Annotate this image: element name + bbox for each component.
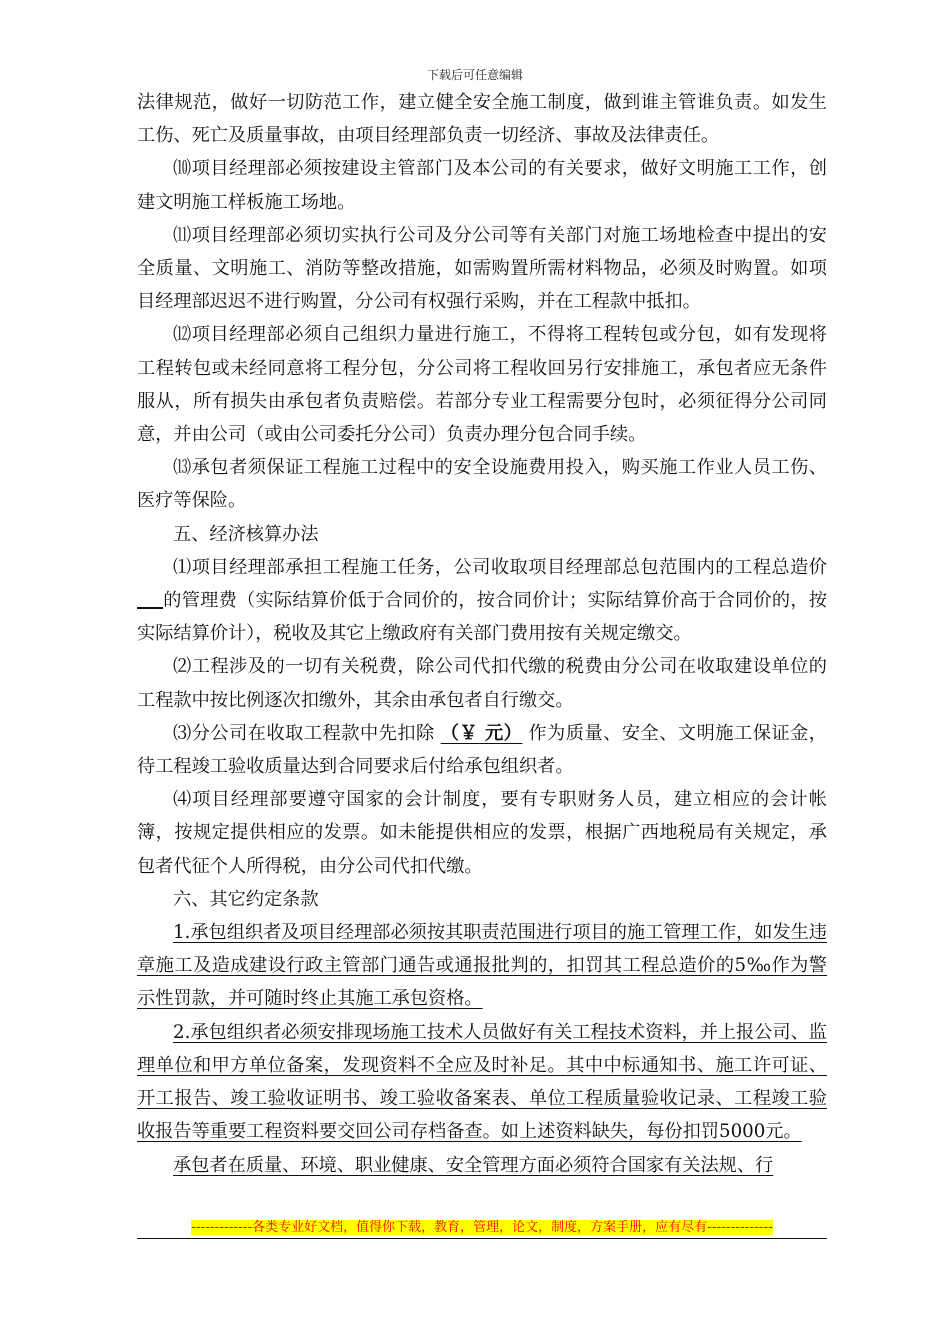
footer-divider [137,1238,827,1239]
paragraph-item-10: ⑽项目经理部必须按建设主管部门及本公司的有关要求，做好文明施工工作，创建文明施工样板施工场地。 [137,158,827,213]
paragraph-management-fee [137,551,827,651]
paragraph-item-13: ⒀承包者须保证工程施工过程中的安全设施费用投入，购买施工作业人员工伤、医疗等保险。 [137,457,827,512]
paragraph-accounting: ⑷项目经理部要遵守国家的会计制度，要有专职财务人员，建立相应的会计帐簿，按规定提供相应的发票。如未能提供相应的发票，根据广西地税局有关规定，承包者代征个人所得税，由分公司代扣代缴。 [137,789,827,877]
paragraph-continuation: 法律规范，做好一切防范工作，建立健全安全施工制度，做到谁主管谁负责。如发生工伤、死亡及质量事故，由项目经理部负责一切经济、事故及法律责任。 [137,92,827,147]
deposit-amount: （￥ 元） [440,722,523,744]
clause-3: 承包者在质量、环境、职业健康、安全管理方面必须符合国家有关法规、行 [173,1154,774,1176]
page-header: 下载后可任意编辑 [426,68,523,82]
deposit-text-before: ⑶分公司在收取工程款中先扣除 [173,722,435,744]
section-heading-5: 五、经济核算办法 [173,523,319,545]
fee-text-before: ⑴项目经理部承担工程施工任务，公司收取项目经理部总包范围内的工程总造价 [173,556,827,578]
clause-1: 1.承包组织者及项目经理部必须按其职责范围进行项目的施工管理工作，如发生违章施工及造成建设行政主管部门通告或通报批判的，扣罚其工程总造价的5‰作为警示性罚款，并可随时终止其施工承包资格。 [137,922,827,1010]
fee-text-after: 的管理费（实际结算价低于合同价的，按合同价计；实际结算价高于合同价的，按实际结算价计），税收及其它上缴政府有关部门费用按有关规定缴交。 [137,590,827,645]
fee-blank [137,589,163,609]
paragraph-item-11: ⑾项目经理部必须切实执行公司及分公司等有关部门对施工场地检查中提出的安全质量、文明施工、消防等整改措施，如需购置所需材料物品，必须及时购置。如项目经理部迟迟不进行购置，分公司有权强行采购，并在工程款中抵扣。 [137,224,827,313]
paragraph-tax: ⑵工程涉及的一切有关税费，除公司代扣代缴的税费由分公司在收取建设单位的工程款中按比例逐次扣缴外，其余由承包者自行缴交。 [137,656,827,711]
section-heading-6: 六、其它约定条款 [173,888,319,910]
page-footer-banner [137,1216,827,1235]
footer-text: -------------各类专业好文档，值得你下载，教育，管理，论文，制度，方案手册，应有尽有-------------- [191,1220,773,1235]
document-body [137,86,827,1182]
paragraph-item-12: ⑿项目经理部必须自己组织力量进行施工，不得将工程转包或分包，如有发现将工程转包或未经同意将工程分包，分公司将工程收回另行安排施工，承包者应无条件服从，所有损失由承包者负责赔偿。若部分专业工程需要分包时，必须征得分公司同意，并由公司（或由公司委托分公司）负责办理分包合同手续。 [137,324,827,446]
paragraph-deposit [137,717,827,783]
deposit-text-after: 作为质量、安全、文明施工保证金，待工程竣工验收质量达到合同要求后付给承包组织者。 [137,722,827,778]
clause-2: 2.承包组织者必须安排现场施工技术人员做好有关工程技术资料，并上报公司、监理单位和甲方单位备案，发现资料不全应及时补足。其中中标通知书、施工许可证、开工报告、竣工验收证明书、竣工验收备案表、单位工程质量验收记录、工程竣工验收报告等重要工程资料要交回公司存档备查。如上述资料缺失，每份扣罚5000元。 [137,1021,827,1143]
